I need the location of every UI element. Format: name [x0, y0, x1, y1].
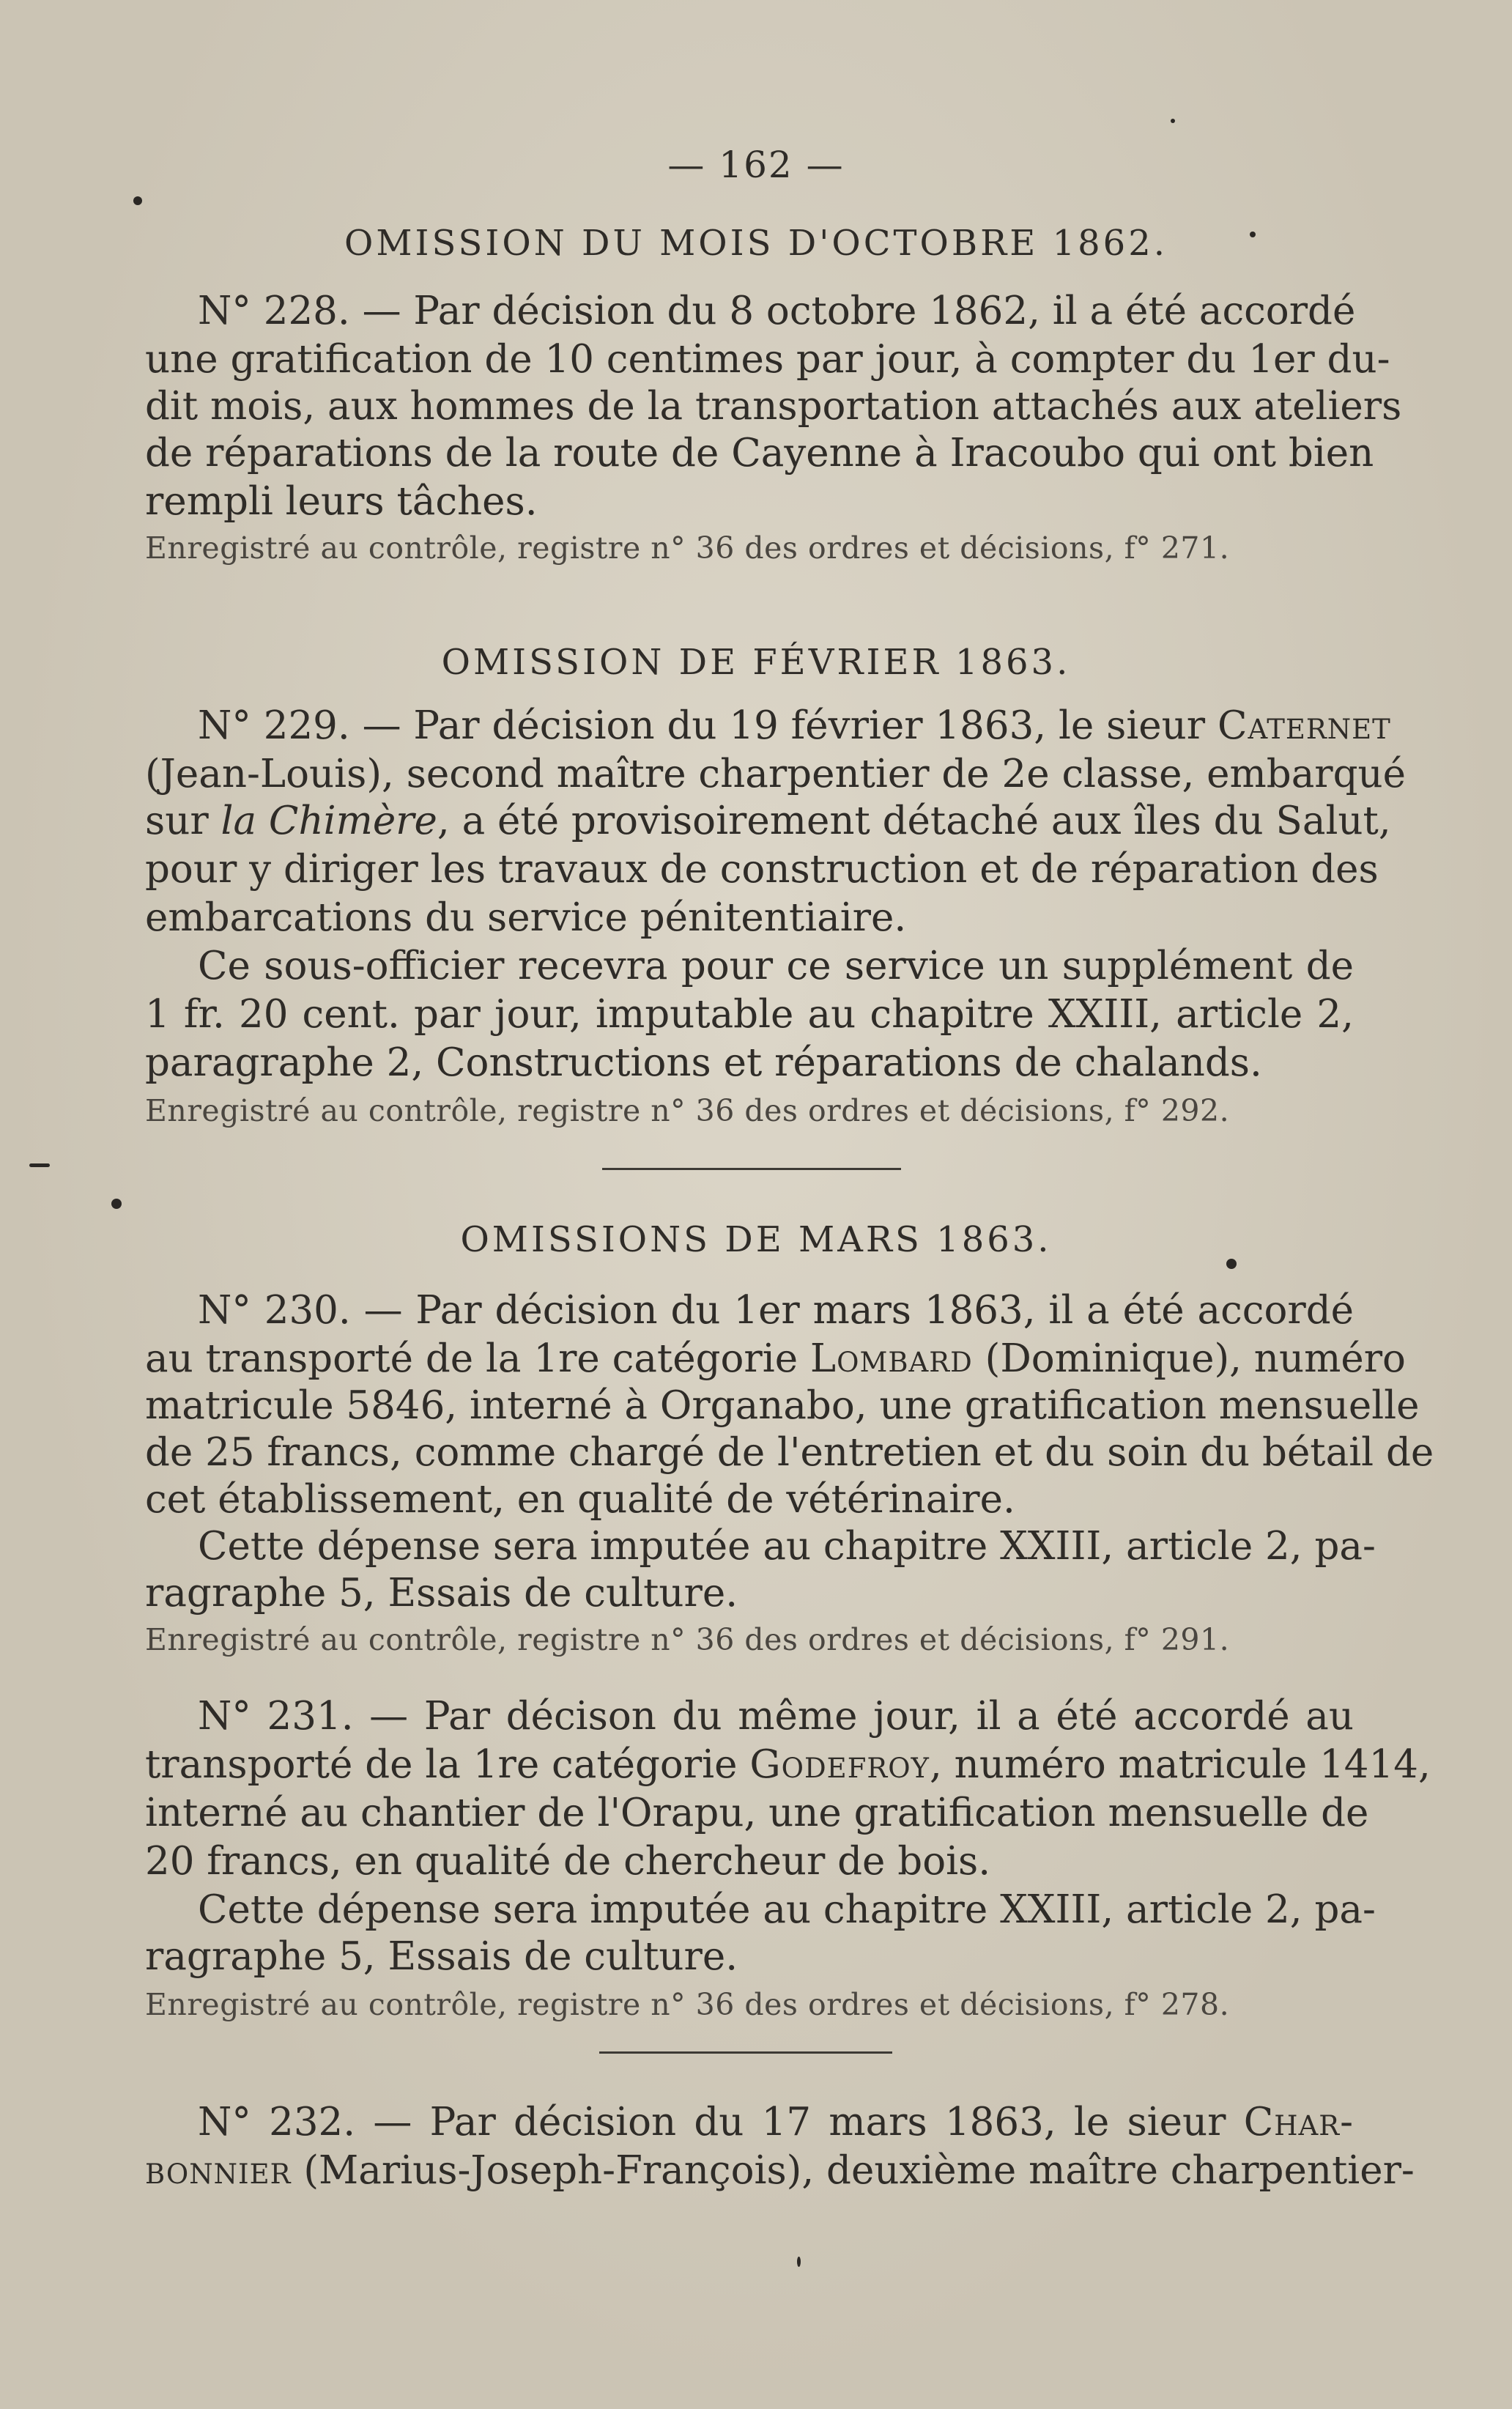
- entry-230-line-5: cet établissement, en qualité de vétérinaire.: [145, 1477, 1015, 1522]
- entry-228-line-3: dit mois, aux hommes de la transportation attachés aux ateliers: [145, 384, 1402, 429]
- surname-charbonnier-part-2: bonnier: [145, 2148, 292, 2193]
- entry-230-line-4: de 25 francs, comme chargé de l'entretien et du soin du bétail de: [145, 1430, 1434, 1475]
- paper-speck: [29, 1163, 50, 1167]
- surname-godefroy: Godefroy: [749, 1742, 930, 1787]
- surname-charbonnier-part-1: Char-: [1243, 2100, 1354, 2145]
- entry-230-line-1: N° 230. — Par décision du 1er mars 1863, il a été accordé: [198, 1288, 1354, 1333]
- entry-229-line-6: Ce sous-officier recevra pour ce service un supplément de: [198, 944, 1354, 988]
- entry-230-line-2-rest: (Dominique), numéro: [985, 1336, 1406, 1381]
- paper-speck: [1171, 119, 1175, 123]
- entry-230-line-2-text: au transporté de la 1re catégorie: [145, 1336, 798, 1381]
- entry-231-line-5: Cette dépense sera imputée au chapitre XXIII, article 2, pa-: [198, 1887, 1376, 1932]
- entry-228-line-1: N° 228. — Par décision du 8 octobre 1862, il a été accordé: [198, 289, 1356, 333]
- entry-230-line-7: ragraphe 5, Essais de culture.: [145, 1571, 738, 1616]
- surname-caternet: Caternet: [1218, 703, 1391, 748]
- entry-228-line-4: de réparations de la route de Cayenne à Iracoubo qui ont bien: [145, 431, 1374, 475]
- entry-229-line-3: [145, 799, 1391, 843]
- entry-229-line-4: pour y diriger les travaux de construction et de réparation des: [145, 847, 1379, 892]
- entry-230-line-3: matricule 5846, interné à Organabo, une gratification mensuelle: [145, 1383, 1420, 1428]
- entry-232-line-1-text: N° 232. — Par décision du 17 mars 1863, le sieur: [198, 2100, 1226, 2145]
- entry-230-line-2: [145, 1336, 1406, 1381]
- registry-note-229: Enregistré au contrôle, registre n° 36 des ordres et décisions, f° 292.: [145, 1093, 1230, 1128]
- entry-231-line-4: 20 francs, en qualité de chercheur de bois.: [145, 1839, 991, 1884]
- paper-speck: [797, 2257, 801, 2267]
- section-heading-march-1863: OMISSIONS DE MARS 1863.: [460, 1219, 1052, 1260]
- entry-232-line-2-rest: (Marius-Joseph-François), deuxième maître charpentier-: [303, 2148, 1415, 2193]
- entry-231-line-6: ragraphe 5, Essais de culture.: [145, 1934, 738, 1979]
- paper-speck: [1226, 1259, 1237, 1269]
- entry-229-line-8: paragraphe 2, Constructions et réparations de chalands.: [145, 1040, 1262, 1085]
- entry-229-line-3-sur: sur: [145, 799, 209, 843]
- entry-231-line-1: N° 231. — Par décison du même jour, il a été accordé au: [198, 1694, 1354, 1739]
- entry-divider: [599, 2051, 892, 2054]
- entry-232-line-2: [145, 2148, 1415, 2193]
- section-heading-february-1863: OMISSION DE FÉVRIER 1863.: [441, 642, 1071, 683]
- entry-229-line-1-text: N° 229. — Par décision du 19 février 1863, le sieur: [198, 703, 1206, 748]
- registry-note-228: Enregistré au contrôle, registre n° 36 des ordres et décisions, f° 271.: [145, 530, 1230, 566]
- ship-name-chimere: la Chimère: [220, 799, 437, 843]
- entry-231-line-2-rest: , numéro matricule 1414,: [929, 1742, 1431, 1787]
- entry-228-line-5: rempli leurs tâches.: [145, 479, 538, 524]
- registry-note-231: Enregistré au contrôle, registre n° 36 des ordres et décisions, f° 278.: [145, 1987, 1230, 2022]
- entry-230-line-6: Cette dépense sera imputée au chapitre XXIII, article 2, pa-: [198, 1524, 1376, 1569]
- entry-228-line-2: une gratification de 10 centimes par jour, à compter du 1er du-: [145, 337, 1390, 382]
- page-number: — 162 —: [667, 144, 845, 186]
- paper-speck: [111, 1199, 122, 1209]
- entry-231-line-3: interné au chantier de l'Orapu, une gratification mensuelle de: [145, 1791, 1369, 1835]
- entry-231-line-2-text: transporté de la 1re catégorie: [145, 1742, 738, 1787]
- paper-speck: [133, 196, 142, 205]
- surname-lombard: Lombard: [809, 1336, 973, 1381]
- registry-note-230: Enregistré au contrôle, registre n° 36 des ordres et décisions, f° 291.: [145, 1622, 1230, 1657]
- paper-speck: [1250, 232, 1256, 237]
- entry-229-line-2: (Jean-Louis), second maître charpentier de 2e classe, embarqué: [145, 752, 1407, 796]
- entry-229-line-7: 1 fr. 20 cent. par jour, imputable au chapitre XXIII, article 2,: [145, 992, 1354, 1037]
- section-divider: [602, 1168, 901, 1170]
- entry-229-line-1: [198, 703, 1391, 748]
- entry-229-line-5: embarcations du service pénitentiaire.: [145, 895, 907, 940]
- entry-229-line-3-rest: , a été provisoirement détaché aux îles du Salut,: [437, 799, 1391, 843]
- entry-231-line-2: [145, 1742, 1431, 1787]
- section-heading-october-1862: OMISSION DU MOIS D'OCTOBRE 1862.: [344, 223, 1168, 264]
- entry-232-line-1: [198, 2100, 1354, 2145]
